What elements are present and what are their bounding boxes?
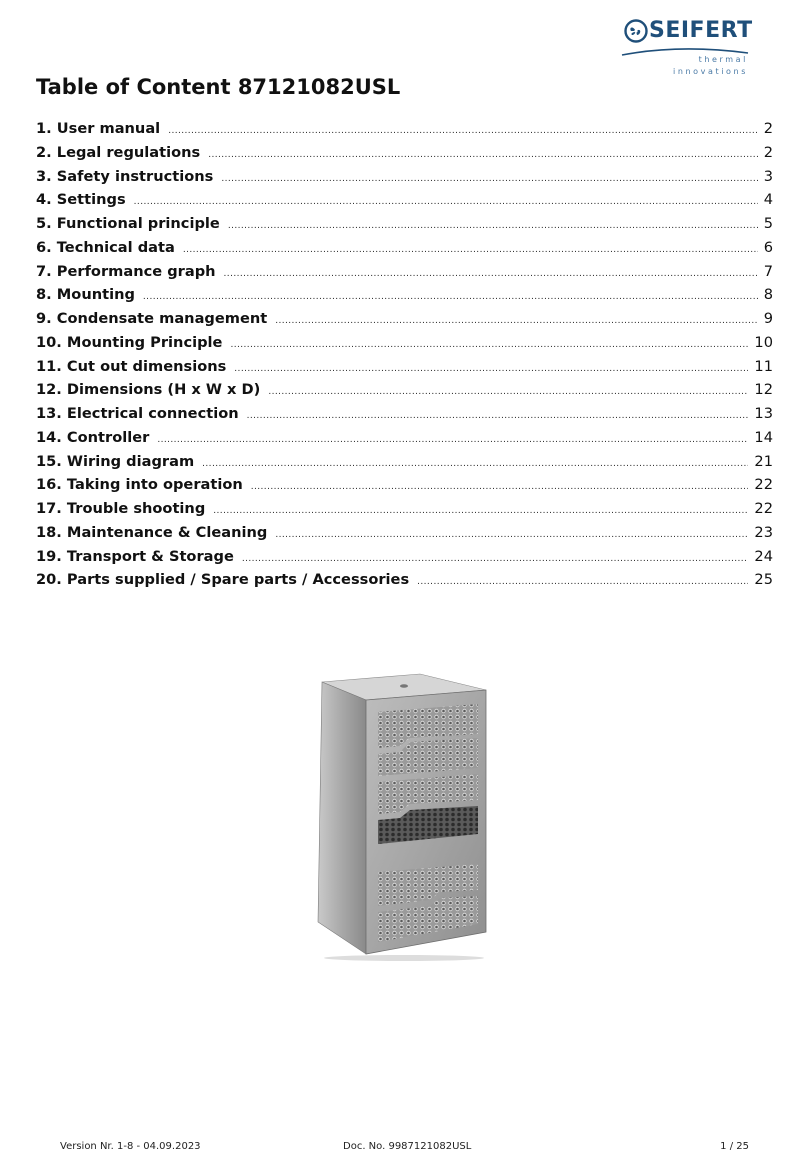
toc-entry[interactable] <box>36 378 773 402</box>
toc-entry[interactable] <box>36 165 773 189</box>
toc-entry-page: 25 <box>754 571 773 589</box>
toc-entry-page: 24 <box>754 547 773 565</box>
toc-entry-title: 19. Transport & Storage <box>36 547 234 565</box>
toc-leader-dots <box>168 120 758 144</box>
toc-entry[interactable] <box>36 402 773 426</box>
footer-doc-number: Doc. No. 9987121082USL <box>343 1141 472 1152</box>
toc-entry-page: 2 <box>763 120 773 137</box>
toc-entry-page: 22 <box>754 476 773 494</box>
toc-entry[interactable] <box>36 212 773 236</box>
toc-entry-title: 14. Controller <box>36 428 150 446</box>
toc-entry[interactable] <box>36 188 773 212</box>
toc-entry[interactable] <box>36 568 773 592</box>
toc-entry[interactable] <box>36 355 773 379</box>
toc-entry-title: 1. User manual <box>36 120 161 137</box>
toc-entry-page: 9 <box>763 310 773 327</box>
toc-entry[interactable] <box>36 331 773 355</box>
toc-entry-title: 2. Legal regulations <box>36 143 201 161</box>
toc-entry[interactable] <box>36 236 773 260</box>
toc-entry-title: 16. Taking into operation <box>36 476 243 494</box>
toc-entry[interactable] <box>36 497 773 521</box>
toc-leader-dots <box>228 215 758 239</box>
brand-tagline: thermal innovations <box>673 55 748 76</box>
toc-entry[interactable] <box>36 283 773 307</box>
footer-page-number: 1 / 25 <box>720 1141 749 1152</box>
cooling-unit-image <box>300 672 500 962</box>
toc-leader-dots <box>251 476 749 500</box>
toc-leader-dots <box>224 263 758 287</box>
toc-entry[interactable] <box>36 307 773 331</box>
toc-leader-dots <box>417 571 748 595</box>
toc-leader-dots <box>275 524 748 548</box>
toc-leader-dots <box>183 239 758 263</box>
brand-name: SEIFERT <box>649 18 753 43</box>
toc-entry[interactable] <box>36 545 773 569</box>
toc-leader-dots <box>268 381 748 405</box>
toc-entry[interactable] <box>36 260 773 284</box>
toc-entry-title: 17. Trouble shooting <box>36 500 206 517</box>
toc-entry-page: 8 <box>763 286 773 304</box>
toc-entry[interactable] <box>36 426 773 450</box>
toc-entry-page: 11 <box>754 357 773 375</box>
toc-leader-dots <box>247 405 749 429</box>
toc-entry-page: 12 <box>754 381 773 399</box>
toc-leader-dots <box>157 429 748 453</box>
table-of-contents <box>36 117 773 592</box>
toc-entry-title: 18. Maintenance & Cleaning <box>36 523 268 541</box>
toc-entry-page: 3 <box>763 167 773 185</box>
toc-entry-title: 6. Technical data <box>36 238 175 256</box>
toc-leader-dots <box>234 358 748 382</box>
toc-entry-title: 8. Mounting <box>36 286 135 304</box>
toc-entry-title: 12. Dimensions (H x W x D) <box>36 381 261 399</box>
toc-entry-title: 20. Parts supplied / Spare parts / Accessories <box>36 571 410 589</box>
toc-entry-title: 7. Performance graph <box>36 262 216 280</box>
toc-entry[interactable] <box>36 521 773 545</box>
page-title: Table of Content 87121082USL <box>36 75 401 99</box>
toc-entry-title: 4. Settings <box>36 191 126 209</box>
toc-leader-dots <box>202 453 748 477</box>
toc-entry-page: 2 <box>763 143 773 161</box>
toc-entry-page: 7 <box>763 262 773 280</box>
toc-entry-page: 14 <box>754 428 773 446</box>
toc-entry[interactable] <box>36 450 773 474</box>
fan-logo-icon <box>624 19 648 43</box>
toc-leader-dots <box>275 310 757 334</box>
toc-entry-page: 4 <box>763 191 773 209</box>
toc-entry-title: 10. Mounting Principle <box>36 333 223 351</box>
toc-entry-page: 10 <box>754 333 773 351</box>
toc-entry-title: 11. Cut out dimensions <box>36 357 227 375</box>
toc-entry-page: 6 <box>763 238 773 256</box>
toc-entry[interactable] <box>36 117 773 141</box>
toc-entry-title: 3. Safety instructions <box>36 167 214 185</box>
toc-entry[interactable] <box>36 473 773 497</box>
toc-entry-title: 9. Condensate management <box>36 310 268 327</box>
toc-entry-page: 13 <box>754 405 773 422</box>
toc-entry-page: 23 <box>754 523 773 541</box>
toc-entry-page: 22 <box>754 500 773 517</box>
toc-leader-dots <box>230 334 748 358</box>
toc-entry-title: 13. Electrical connection <box>36 405 239 422</box>
toc-entry-title: 15. Wiring diagram <box>36 452 195 470</box>
toc-entry-title: 5. Functional principle <box>36 215 220 232</box>
footer-version: Version Nr. 1-8 - 04.09.2023 <box>60 1141 201 1152</box>
toc-leader-dots <box>208 144 757 168</box>
toc-entry[interactable] <box>36 141 773 165</box>
seifert-logo <box>620 14 753 76</box>
toc-leader-dots <box>221 168 757 192</box>
toc-leader-dots <box>213 500 748 524</box>
toc-entry-page: 5 <box>763 215 773 232</box>
toc-entry-page: 21 <box>754 452 773 470</box>
